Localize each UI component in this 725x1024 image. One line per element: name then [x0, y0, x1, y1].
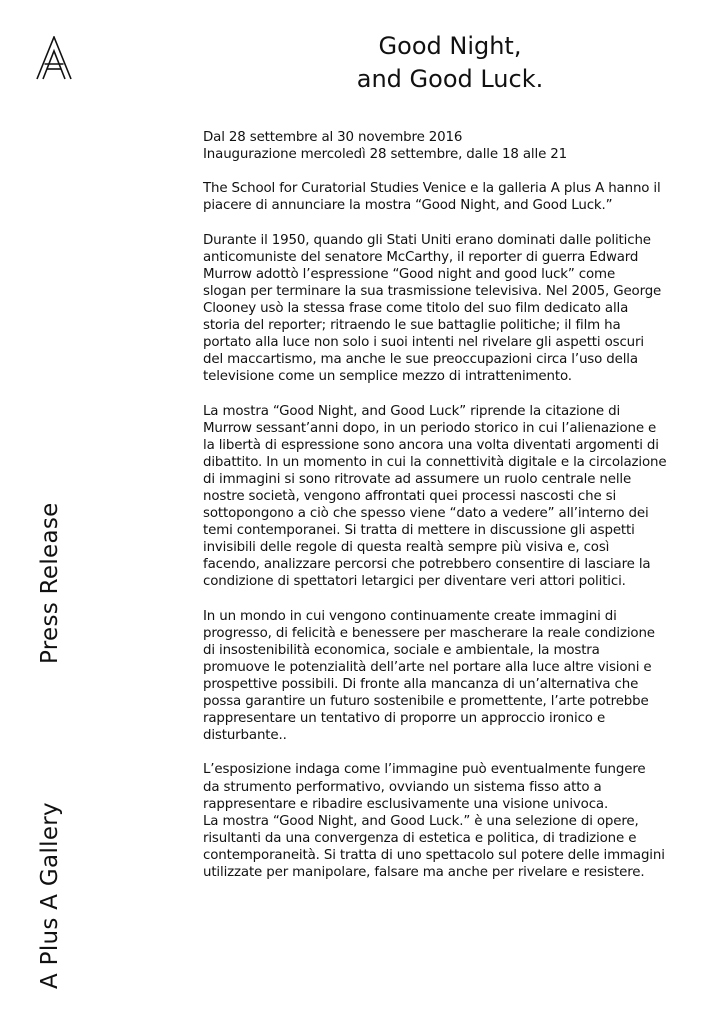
text-line: Durante il 1950, quando gli Stati Uniti erano dominati dalle politiche: [203, 232, 651, 248]
text-line: possa garantire un futuro sostenibile e promettente, l’arte potrebbe: [203, 694, 649, 710]
text-line: rappresentare e ribadire esclusivamente una visione univoca.: [203, 796, 609, 812]
text-line: di insostenibilità economica, sociale e ambientale, la mostra: [203, 642, 600, 658]
history-paragraph: [203, 232, 695, 386]
text-line: portato alla luce non solo i suoi intenti nel rivelare gli aspetti oscuri: [203, 335, 644, 351]
text-line: del maccartismo, ma anche le sue preoccupazioni circa l’uso della: [203, 352, 638, 368]
text-line: facendo, analizzare percorsi che potrebbero consentire di lasciare la: [203, 557, 651, 573]
text-line: progresso, di felicità e benessere per mascherare la reale condizione: [203, 625, 655, 641]
text-line: L’esposizione indaga come l’immagine può eventualmente fungere: [203, 762, 646, 778]
text-line: nostre società, vengono affrontati quei processi nascosti che si: [203, 488, 617, 504]
text-line: rappresentare un tentativo di proporre un approccio ironico e: [203, 711, 606, 727]
press-release-label: Press Release: [37, 502, 63, 664]
title-line-2: and Good Luck.: [356, 65, 544, 93]
text-line: da strumento performativo, ovviando un sistema fisso atto a: [203, 779, 602, 795]
a-plus-a-logo-icon: [34, 36, 74, 80]
text-line: dibattito. In un momento in cui la connettività digitale e la circolazione: [203, 454, 667, 470]
text-line: temi contemporanei. Si tratta di mettere in discussione gli aspetti: [203, 523, 635, 539]
text-line: slogan per terminare la sua trasmissione televisiva. Nel 2005, George: [203, 283, 662, 299]
text-line: La mostra “Good Night, and Good Luck.” è una selezione di opere,: [203, 813, 639, 829]
text-line: di immagini si sono ritrovate ad assumere un ruolo centrale nelle: [203, 471, 632, 487]
text-line: Clooney usò la stessa frase come titolo del suo film dedicato alla: [203, 300, 629, 316]
text-line: Inaugurazione mercoledì 28 settembre, dalle 18 alle 21: [203, 147, 568, 163]
text-line: The School for Curatorial Studies Venice e la galleria A plus A hanno il: [203, 181, 661, 197]
text-line: piacere di annunciare la mostra “Good Night, and Good Luck.”: [203, 198, 613, 214]
text-line: risultanti da una convergenza di estetica e politica, di tradizione e: [203, 830, 637, 846]
text-line: televisione come un semplice mezzo di intrattenimento.: [203, 369, 572, 385]
page-title: [300, 30, 600, 96]
text-line: In un mondo in cui vengono continuamente create immagini di: [203, 608, 617, 624]
title-line-1: Good Night,: [378, 32, 522, 60]
text-line: Dal 28 settembre al 30 novembre 2016: [203, 130, 463, 145]
world-paragraph: [203, 608, 695, 745]
text-line: la libertà di espressione sono ancora una volta diventati argomenti di: [203, 437, 659, 453]
text-line: La mostra “Good Night, and Good Luck” riprende la citazione di: [203, 403, 621, 419]
text-line: storia del reporter; ritraendo le sue battaglie politiche; il film ha: [203, 318, 621, 334]
text-line: Murrow adottò l’espressione “Good night and good luck” come: [203, 266, 616, 282]
text-line: contemporaneità. Si tratta di uno spettacolo sul potere delle immagini: [203, 847, 665, 863]
investigation-paragraph: [203, 761, 695, 881]
intro-paragraph: [203, 180, 695, 214]
exhibition-paragraph: [203, 403, 695, 591]
press-release-body: [203, 129, 695, 898]
text-line: condizione di spettatori letargici per diventare veri attori politici.: [203, 574, 626, 590]
text-line: Murrow sessant’anni dopo, in un periodo storico in cui l’alienazione e: [203, 420, 657, 436]
text-line: sottopongono a ciò che spesso viene “dato a vedere” all’interno dei: [203, 506, 649, 522]
text-line: promuove le potenzialità dell’arte nel portare alla luce altre visioni e: [203, 659, 652, 675]
text-line: invisibili delle regole di questa realtà sempre più visiva e, così: [203, 540, 610, 556]
text-line: prospettive possibili. Di fronte alla mancanza di un’alternativa che: [203, 677, 639, 692]
text-line: anticomuniste del senatore McCarthy, il reporter di guerra Edward: [203, 249, 639, 265]
text-line: disturbante..: [203, 728, 287, 744]
dates-paragraph: [203, 129, 695, 163]
text-line: utilizzate per manipolare, falsare ma anche per rivelare e resistere.: [203, 865, 645, 881]
gallery-name-label: A Plus A Gallery: [37, 802, 63, 989]
